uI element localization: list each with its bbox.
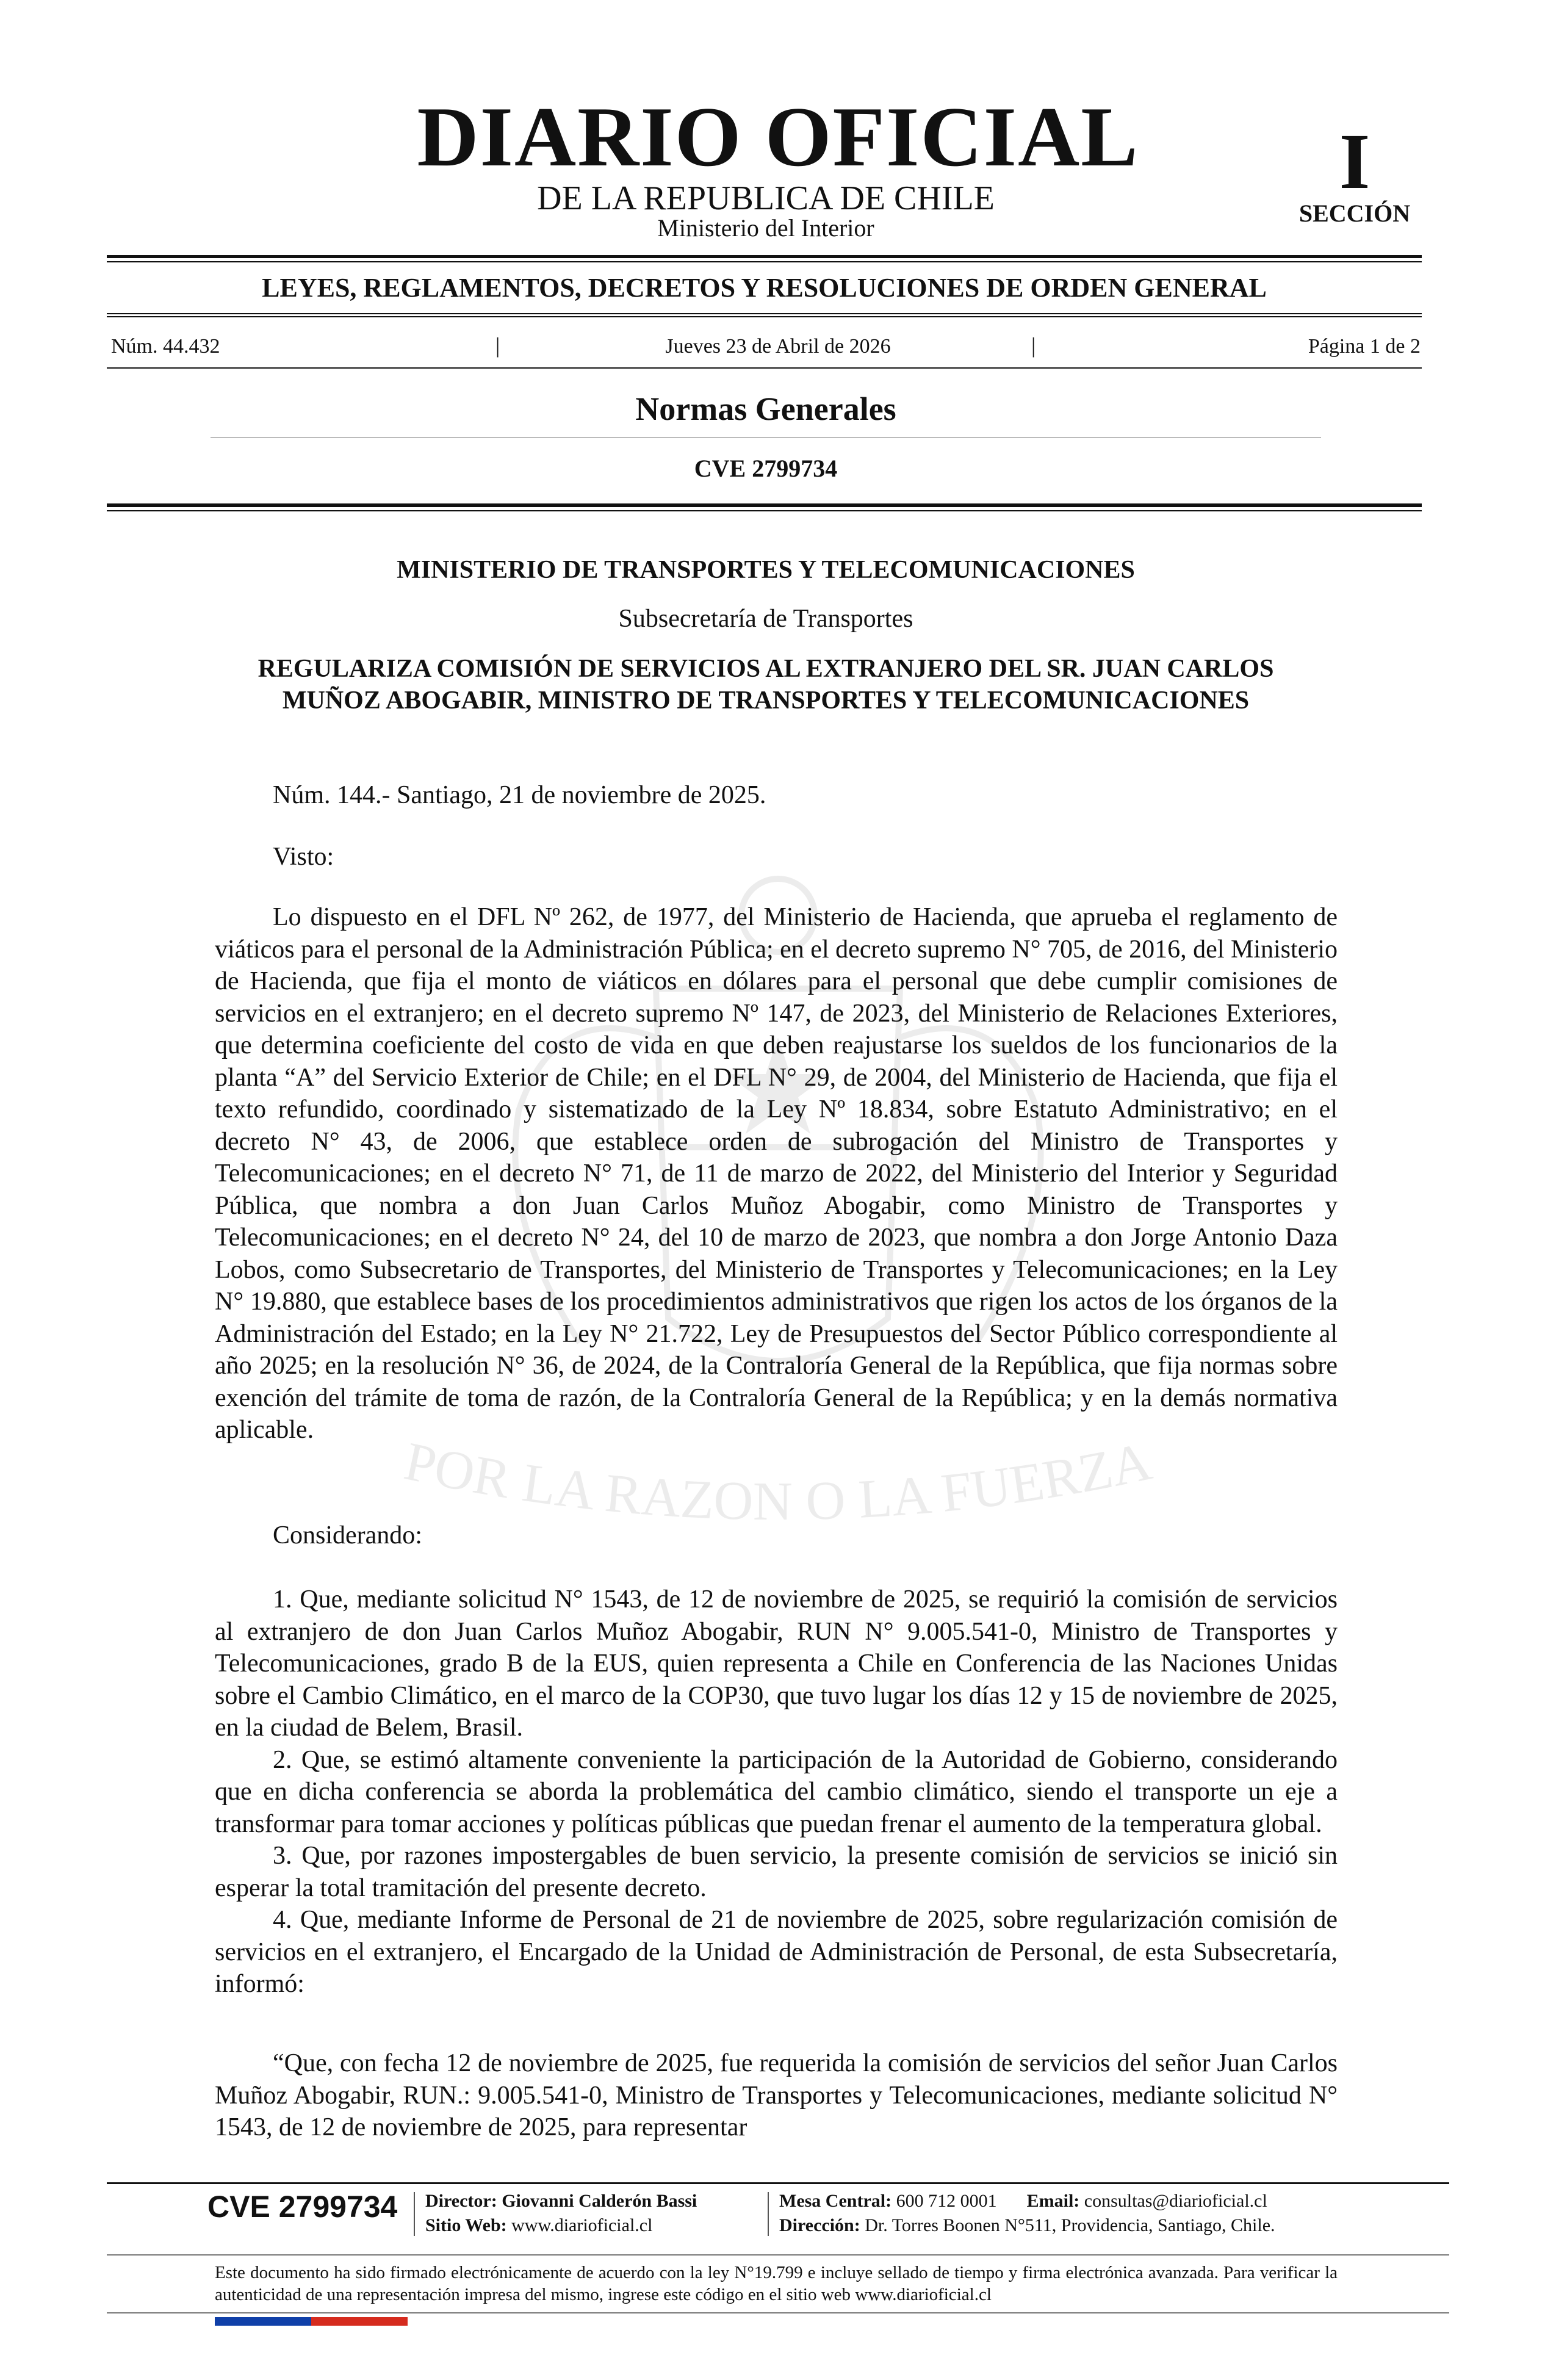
banner-rule-top xyxy=(107,313,1422,314)
quoted-report: “Que, con fecha 12 de noviembre de 2025, fue requerida la comisión de servicios del señor Juan Carlos Muñoz Abogabir, RUN.: 9.005.541-0, Ministro de Transportes y Telecomunicaciones, mediante solicitud N° 1543, de 12 de noviembre de 2025, para representar xyxy=(215,2049,1338,2141)
issue-separator: | xyxy=(495,333,500,358)
masthead-rule-bottom xyxy=(107,261,1422,262)
phone-label: Mesa Central: xyxy=(779,2191,892,2211)
considerando-item: 3. Que, por razones impostergables de buen servicio, la presente comisión de servicios se inició sin esperar la total tramitación del presente decreto. xyxy=(215,1842,1338,1902)
laws-banner: LEYES, REGLAMENTOS, DECRETOS Y RESOLUCIONES DE ORDEN GENERAL xyxy=(262,273,1267,303)
flag-bar-blue xyxy=(215,2317,311,2326)
header-rule-thick xyxy=(107,503,1422,507)
footer-legal-notice: Este documento ha sido firmado electrónicamente de acuerdo con la ley N°19.799 e incluye sellado de tiempo y firma electrónica avanzada. Para verificar la autenticidad de una representación impresa del mismo, ingrese este código en el sitio web www.diarioficial.cl xyxy=(215,2263,1338,2304)
footer-address xyxy=(779,2214,1275,2237)
footer-director xyxy=(425,2190,697,2213)
issue-rule xyxy=(107,367,1422,369)
footer-rule xyxy=(107,2182,1449,2184)
visto-paragraph: Lo dispuesto en el DFL Nº 262, de 1977, del Ministerio de Hacienda, que aprueba el reglamento de viáticos para el personal de la Administración Pública; en el decreto supremo N° 705, de 2016, del Ministerio de Hacienda, que fija el monto de viáticos en dólares para el personal que debe cumplir comisiones de servicios en el extranjero; en el decreto supremo Nº 147, de 2023, del Ministerio de Relaciones Exteriores, que determina coeficiente del costo de vida en que deben reajustarse los sueldos de los funcionarios de la planta “A” del Servicio Exterior de Chile; en el DFL N° 29, de 2004, del Ministerio de Hacienda, que fija el texto refundido, coordinado y sistematizado de la Ley Nº 18.834, sobre Estatuto Administrativo; en el decreto N° 43, de 2006, que establece orden de subrogación del Ministro de Transportes y Telecomunicaciones; en el decreto N° 71, de 11 de marzo de 2022, del Ministerio del Interior y Seguridad Pública, que nombra a don Juan Carlos Muñoz Abogabir, como Ministro de Transportes y Telecomunicaciones; en el decreto N° 24, del 10 de marzo de 2023, que nombra a don Jorge Antonio Daza Lobos, como Subsecretario de Transportes, del Ministerio de Transportes y Telecomunicaciones; en la Ley N° 19.880, que establece bases de los procedimientos administrativos que rigen los actos de los órganos de la Administración del Estado; en la Ley N° 21.722, Ley de Presupuestos del Sector Público correspondiente al año 2025; en la resolución N° 36, de 2024, de la Contraloría General de la República, que fija normas sobre exención del trámite de toma de razón, de la Contraloría General de la República; y en la demás normativa aplicable. xyxy=(215,903,1338,1444)
footer-contact xyxy=(779,2190,1267,2213)
footer-divider xyxy=(768,2192,769,2236)
visto-label: Visto: xyxy=(273,843,334,871)
category-title: Normas Generales xyxy=(635,391,896,427)
category-divider xyxy=(211,437,1321,438)
header-rule-thin xyxy=(107,510,1422,511)
considerando-item: 1. Que, mediante solicitud N° 1543, de 12 de noviembre de 2025, se requirió la comisión de servicios al extranjero de don Juan Carlos Muñoz Abogabir, RUN N° 9.005.541-0, Ministro de Transportes y Telecomunicaciones, grado B de la EUS, quien representa a Chile en Conferencia de las Naciones Unidas sobre el Cambio Climático, en el marco de la COP30, que tuvo lugar los días 12 y 15 de noviembre de 2025, en la ciudad de Belem, Brasil. xyxy=(215,1585,1338,1742)
footer-divider xyxy=(414,2192,415,2236)
email-link[interactable]: consultas@diarioficial.cl xyxy=(1084,2191,1267,2211)
issue-number: Núm. 44.432 xyxy=(111,335,220,358)
section-roman-numeral: I xyxy=(1339,118,1371,206)
banner-rule-bottom xyxy=(107,316,1422,317)
masthead-title: DIARIO OFICIAL xyxy=(417,90,1139,184)
address-value: Dr. Torres Boonen N°511, Providencia, Santiago, Chile. xyxy=(865,2215,1275,2235)
ministry-heading: MINISTERIO DE TRANSPORTES Y TELECOMUNICACIONES xyxy=(397,556,1135,584)
section-label: SECCIÓN xyxy=(1298,200,1411,227)
site-link[interactable]: www.diarioficial.cl xyxy=(511,2215,653,2235)
footer-website xyxy=(425,2214,652,2237)
issue-date: Jueves 23 de Abril de 2026 xyxy=(665,335,891,358)
decree-number: Núm. 144.- Santiago, 21 de noviembre de 2025. xyxy=(273,781,766,809)
address-label: Dirección: xyxy=(779,2215,860,2235)
masthead-rule-top xyxy=(107,255,1422,258)
considerando-item: 4. Que, mediante Informe de Personal de 21 de noviembre de 2025, sobre regularización comisión de servicios en el extranjero, el Encargado de la Unidad de Administración de Personal, de esta Subsecretaría, informó: xyxy=(215,1906,1338,1998)
considerando-item: 2. Que, se estimó altamente conveniente la participación de la Autoridad de Gobierno, considerando que en dicha conferencia se aborda la problemática del cambio climático, siendo el transporte un eje a transformar para tomar acciones y políticas públicas que puedan frenar el aumento de la temperatura global. xyxy=(215,1745,1338,1838)
decree-title: REGULARIZA COMISIÓN DE SERVICIOS AL EXTRANJERO DEL SR. JUAN CARLOS MUÑOZ ABOGABIR, MINISTRO DE TRANSPORTES Y TELECOMUNICACIONES xyxy=(258,655,1274,715)
masthead-ministry: Ministerio del Interior xyxy=(657,214,874,242)
footer-cve-code: CVE 2799734 xyxy=(207,2190,398,2224)
issue-separator: | xyxy=(1031,333,1036,358)
director-name: Giovanni Calderón Bassi xyxy=(502,2191,697,2211)
site-label: Sitio Web: xyxy=(425,2215,507,2235)
director-label: Director: xyxy=(425,2191,497,2211)
phone-value: 600 712 0001 xyxy=(896,2191,997,2211)
cve-code: CVE 2799734 xyxy=(694,455,838,482)
subsecretariat: Subsecretaría de Transportes xyxy=(618,605,913,633)
svg-text:POR LA RAZON O LA FUERZA xyxy=(399,1431,1156,1532)
legal-rule xyxy=(107,2254,1449,2256)
considerandos-list xyxy=(215,1584,1338,2000)
legal-rule-bottom xyxy=(107,2312,1449,2313)
email-label: Email: xyxy=(1026,2191,1080,2211)
issue-page: Página 1 de 2 xyxy=(1308,335,1421,358)
considerando-label: Considerando: xyxy=(273,1521,422,1549)
watermark-motto: POR LA RAZON O LA FUERZA xyxy=(399,1430,1157,1532)
flag-bar-red xyxy=(311,2317,408,2326)
masthead-subtitle: DE LA REPUBLICA DE CHILE xyxy=(537,179,995,217)
